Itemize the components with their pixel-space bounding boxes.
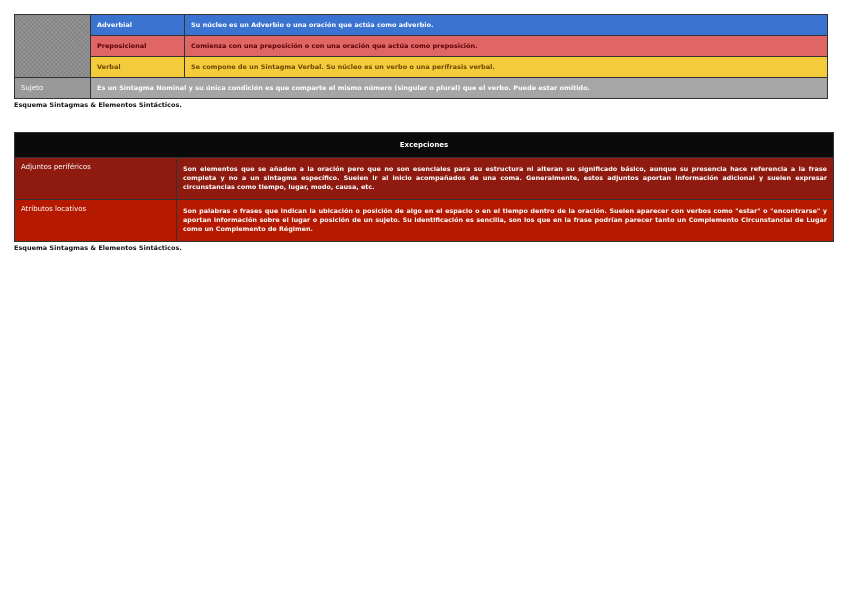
table-row — [15, 36, 828, 57]
exception-label-atributos: Atributos locativos — [15, 200, 177, 242]
exception-label-adjuntos: Adjuntos periféricos — [15, 158, 177, 200]
exceptions-header: Excepciones — [15, 133, 834, 158]
syntagm-table — [14, 14, 828, 99]
table-row — [15, 15, 828, 36]
type-desc-preposicional: Comienza con una preposición o con una oración que actúa como preposición. — [185, 36, 828, 57]
table-row — [15, 200, 834, 242]
table-row — [15, 78, 828, 99]
exception-desc-atributos: Son palabras o frases que indican la ubicación o posición de algo en el espacio o en el tiempo dentro de la oración. Suelen aparecer con verbos como "estar" o "encontrarse" y aportan información sobre el lugar o posición de un sujeto. Su identificación es sencilla, son los que en la frase podrían parecer tanto un Complemento Circunstancial de Lugar como un Complemento de Régimen. — [177, 200, 834, 242]
table-caption: Esquema Sintagmas & Elementos Sintácticos. — [14, 101, 182, 109]
type-label-preposicional: Preposicional — [91, 36, 185, 57]
exception-desc-adjuntos: Son elementos que se añaden a la oración pero que no son esenciales para su estructura ni alteran su significado básico, aunque su presencia hace referencia a la frase completa y no a un sintagma específico. Suelen ir al inicio acompañados de una coma. Generalmente, estos adjuntos aportan información adicional y suelen expresar circunstancias como tiempo, lugar, modo, causa, etc. — [177, 158, 834, 200]
exceptions-table — [14, 132, 834, 242]
table-header-row — [15, 133, 834, 158]
subject-desc: Es un Sintagma Nominal y su única condición es que comparte el mismo número (singular o plural) que el verbo. Puede estar omitido. — [91, 78, 828, 99]
table-row — [15, 158, 834, 200]
type-desc-verbal: Se compone de un Sintagma Verbal. Su núcleo es un verbo o una perífrasis verbal. — [185, 57, 828, 78]
type-desc-adverbial: Su núcleo es un Adverbio o una oración que actúa como adverbio. — [185, 15, 828, 36]
type-label-adverbial: Adverbial — [91, 15, 185, 36]
subject-label: Sujeto — [15, 78, 91, 99]
merged-hatched-cell — [15, 15, 91, 78]
table-row — [15, 57, 828, 78]
table-caption: Esquema Sintagmas & Elementos Sintácticos. — [14, 244, 182, 252]
type-label-verbal: Verbal — [91, 57, 185, 78]
